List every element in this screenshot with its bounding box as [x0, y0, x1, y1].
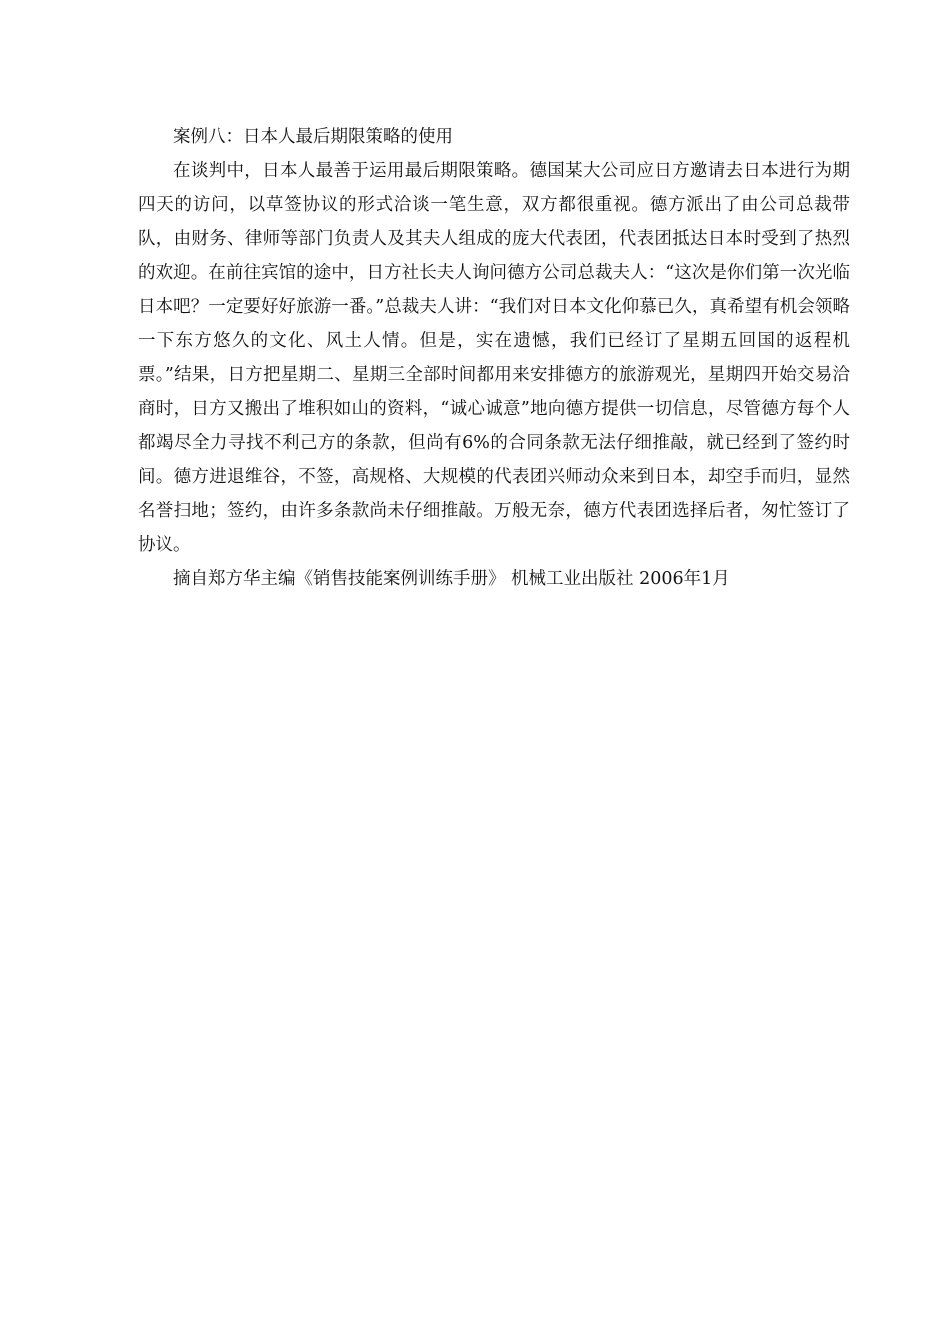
document-content: [138, 120, 850, 596]
case-body-paragraph: 在谈判中，日本人最善于运用最后期限策略。德国某大公司应日方邀请去日本进行为期四天的访问，以草签协议的形式洽谈一笔生意，双方都很重视。德方派出了由公司总裁带队，由财务、律师等部门负责人及其夫人组成的庞大代表团，代表团抵达日本时受到了热烈的欢迎。在前往宾馆的途中，日方社长夫人询问德方公司总裁夫人：“这次是你们第一次光临日本吧？一定要好好旅游一番。”总裁夫人讲：“我们对日本文化仰慕已久，真希望有机会领略一下东方悠久的文化、风土人情。但是，实在遗憾，我们已经订了星期五回国的返程机票。”结果，日方把星期二、星期三全部时间都用来安排德方的旅游观光，星期四开始交易洽商时，日方又搬出了堆积如山的资料，“诚心诚意”地向德方提供一切信息，尽管德方每个人都竭尽全力寻找不利己方的条款，但尚有6%的合同条款无法仔细推敲，就已经到了签约时间。德方进退维谷，不签，高规格、大规模的代表团兴师动众来到日本，却空手而归，显然名誉扫地；签约，由许多条款尚未仔细推敲。万般无奈，德方代表团选择后者，匆忙签订了协议。: [138, 161, 850, 555]
source-citation: 摘自郑方华主编《销售技能案例训练手册》 机械工业出版社 2006年1月: [173, 569, 730, 589]
case-heading: 案例八：日本人最后期限策略的使用: [173, 127, 453, 147]
